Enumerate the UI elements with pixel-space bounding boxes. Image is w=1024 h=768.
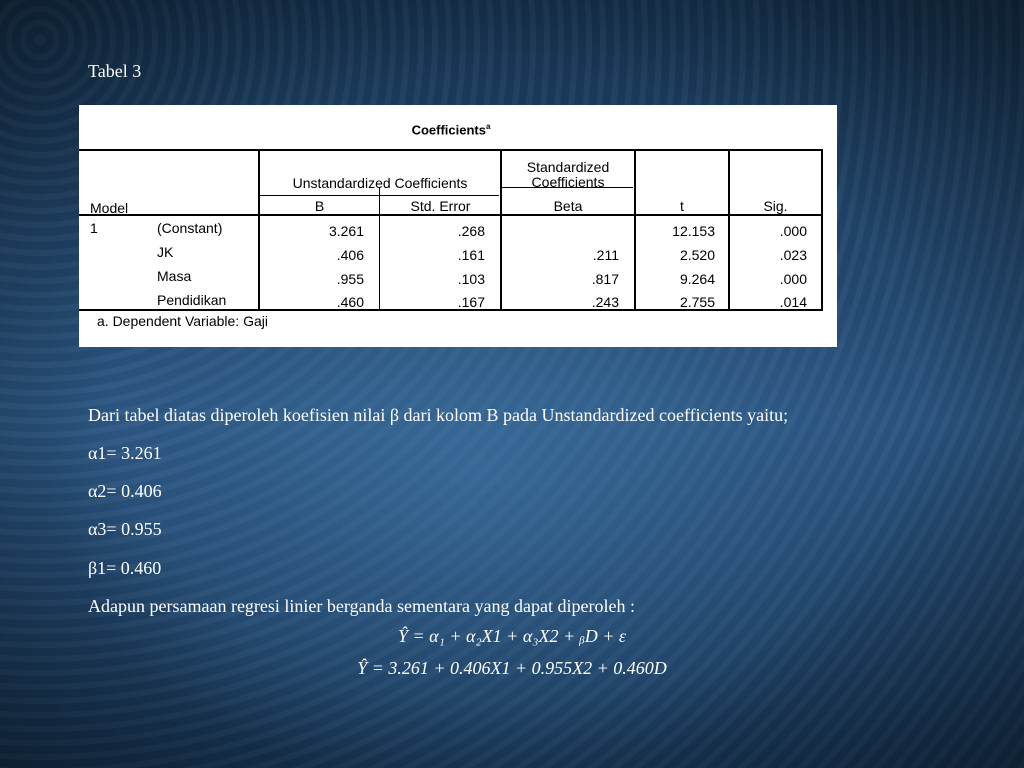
header-model: Model xyxy=(90,200,129,216)
cell-b: 3.261 xyxy=(328,223,364,239)
coefficient-line: α1= 3.261 xyxy=(88,443,162,463)
equation-general: Ŷ = α₁ + α₂X1 + α₃X2 + ᵦD + ε xyxy=(397,626,627,646)
table-title: Coefficients$^a$ xyxy=(411,122,491,138)
cell-std-error: .161 xyxy=(457,247,485,263)
cell-b: .406 xyxy=(336,247,364,263)
row-name: Masa xyxy=(157,268,192,284)
header-std-error: Std. Error xyxy=(410,198,471,214)
cell-sig: .000 xyxy=(779,223,807,239)
table-footnote: a. Dependent Variable: Gaji xyxy=(97,313,268,329)
equation-estimated: Ŷ = 3.261 + 0.406X1 + 0.955X2 + 0.460D xyxy=(357,658,667,678)
slide-title: Tabel 3 xyxy=(88,61,142,81)
row-name: JK xyxy=(157,244,174,260)
row-name: (Constant) xyxy=(157,220,223,236)
header-unstandardized: Unstandardized Coefficients xyxy=(292,175,468,191)
cell-t: 2.520 xyxy=(679,247,715,263)
cell-t: 2.755 xyxy=(679,294,715,310)
description-text: Dari tabel diatas diperoleh koefisien nilai β dari kolom B pada Unstandardized coefficients yaitu; xyxy=(88,405,789,425)
equation-intro: Adapun persamaan regresi linier berganda sementara yang dapat diperoleh : xyxy=(88,596,635,616)
header-sig: Sig. xyxy=(763,198,788,214)
header-t: t xyxy=(680,198,684,214)
cell-std-error: .167 xyxy=(457,294,485,310)
cell-b: .460 xyxy=(336,294,364,310)
cell-std-error: .268 xyxy=(457,223,485,239)
cell-std-error: .103 xyxy=(457,271,485,287)
cell-sig: .000 xyxy=(779,271,807,287)
model-number: 1 xyxy=(90,220,98,236)
cell-b: .955 xyxy=(336,271,364,287)
cell-t: 9.264 xyxy=(679,271,715,287)
cell-beta: .243 xyxy=(591,294,619,310)
coefficient-line: β1= 0.460 xyxy=(88,558,162,578)
table-grid xyxy=(79,149,823,311)
cell-beta: .211 xyxy=(592,247,619,263)
coefficient-line: α2= 0.406 xyxy=(88,481,162,501)
row-name: Pendidikan xyxy=(157,292,227,308)
cell-sig: .023 xyxy=(779,247,807,263)
coefficients-table xyxy=(79,105,837,347)
cell-sig: .014 xyxy=(779,294,807,310)
header-b: B xyxy=(314,198,325,214)
header-standardized: Standardized Coefficients xyxy=(526,159,610,190)
cell-t: 12.153 xyxy=(672,223,715,239)
coefficient-line: α3= 0.955 xyxy=(88,519,162,539)
header-beta: Beta xyxy=(553,198,583,214)
cell-beta: .817 xyxy=(591,271,619,287)
